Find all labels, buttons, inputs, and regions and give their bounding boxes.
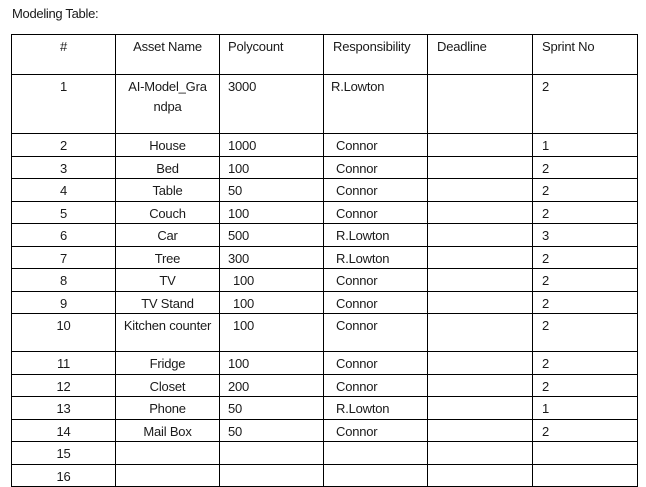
cell-polycount: 100 <box>220 269 324 292</box>
cell-sprint-no <box>533 442 638 465</box>
cell-polycount: 100 <box>220 201 324 224</box>
cell-polycount: 1000 <box>220 134 324 157</box>
table-row <box>12 374 638 397</box>
cell-asset-name <box>116 464 220 487</box>
cell-asset-name: House <box>116 134 220 157</box>
table-row <box>12 179 638 202</box>
cell-number: 12 <box>12 374 116 397</box>
cell-number: 11 <box>12 352 116 375</box>
cell-deadline <box>428 352 533 375</box>
cell-polycount: 50 <box>220 179 324 202</box>
cell-sprint-no <box>533 464 638 487</box>
cell-number: 16 <box>12 464 116 487</box>
table-row <box>12 156 638 179</box>
cell-sprint-no: 1 <box>533 134 638 157</box>
cell-asset-name: Kitchen counter <box>116 314 220 352</box>
header-polycount: Polycount <box>220 35 324 75</box>
cell-polycount: 3000 <box>220 75 324 134</box>
cell-asset-name: AI-Model_Grandpa <box>116 75 220 134</box>
cell-responsibility: Connor <box>324 374 428 397</box>
cell-number: 6 <box>12 224 116 247</box>
cell-polycount: 300 <box>220 246 324 269</box>
cell-sprint-no: 2 <box>533 75 638 134</box>
cell-responsibility: Connor <box>324 179 428 202</box>
cell-polycount: 50 <box>220 419 324 442</box>
cell-deadline <box>428 156 533 179</box>
cell-responsibility: R.Lowton <box>324 75 428 134</box>
cell-responsibility: Connor <box>324 134 428 157</box>
cell-responsibility <box>324 464 428 487</box>
cell-number: 8 <box>12 269 116 292</box>
cell-sprint-no: 1 <box>533 397 638 420</box>
cell-deadline <box>428 464 533 487</box>
cell-number: 14 <box>12 419 116 442</box>
document-title: Modeling Table: <box>12 6 99 21</box>
cell-polycount: 50 <box>220 397 324 420</box>
table-row <box>12 464 638 487</box>
cell-responsibility: Connor <box>324 156 428 179</box>
table-row <box>12 352 638 375</box>
cell-deadline <box>428 246 533 269</box>
cell-deadline <box>428 291 533 314</box>
cell-number: 15 <box>12 442 116 465</box>
cell-deadline <box>428 224 533 247</box>
cell-deadline <box>428 75 533 134</box>
cell-asset-name: Car <box>116 224 220 247</box>
cell-number: 3 <box>12 156 116 179</box>
cell-responsibility: Connor <box>324 352 428 375</box>
header-asset-name: Asset Name <box>116 35 220 75</box>
cell-deadline <box>428 269 533 292</box>
cell-polycount: 200 <box>220 374 324 397</box>
cell-number: 2 <box>12 134 116 157</box>
cell-responsibility: R.Lowton <box>324 224 428 247</box>
header-sprint-no: Sprint No <box>533 35 638 75</box>
cell-number: 9 <box>12 291 116 314</box>
table-row <box>12 269 638 292</box>
cell-deadline <box>428 179 533 202</box>
cell-deadline <box>428 397 533 420</box>
cell-sprint-no: 2 <box>533 269 638 292</box>
table-row <box>12 314 638 352</box>
cell-asset-name: TV Stand <box>116 291 220 314</box>
table-row <box>12 75 638 134</box>
table-row <box>12 201 638 224</box>
header-deadline: Deadline <box>428 35 533 75</box>
cell-polycount: 100 <box>220 156 324 179</box>
cell-deadline <box>428 134 533 157</box>
cell-responsibility <box>324 442 428 465</box>
cell-responsibility: Connor <box>324 269 428 292</box>
cell-number: 5 <box>12 201 116 224</box>
cell-responsibility: Connor <box>324 291 428 314</box>
table-row <box>12 291 638 314</box>
cell-sprint-no: 3 <box>533 224 638 247</box>
cell-number: 13 <box>12 397 116 420</box>
cell-sprint-no: 2 <box>533 201 638 224</box>
cell-polycount: 100 <box>220 291 324 314</box>
header-number: # <box>12 35 116 75</box>
cell-asset-name <box>116 442 220 465</box>
cell-polycount <box>220 442 324 465</box>
cell-asset-name: Tree <box>116 246 220 269</box>
table-row <box>12 224 638 247</box>
cell-sprint-no: 2 <box>533 291 638 314</box>
cell-sprint-no: 2 <box>533 179 638 202</box>
table-row <box>12 397 638 420</box>
table-row <box>12 246 638 269</box>
cell-asset-name: TV <box>116 269 220 292</box>
cell-sprint-no: 2 <box>533 374 638 397</box>
cell-deadline <box>428 419 533 442</box>
cell-responsibility: Connor <box>324 201 428 224</box>
cell-asset-name: Table <box>116 179 220 202</box>
table-header-row <box>12 35 638 75</box>
cell-polycount: 100 <box>220 352 324 375</box>
cell-responsibility: Connor <box>324 314 428 352</box>
cell-asset-name: Couch <box>116 201 220 224</box>
table-row <box>12 134 638 157</box>
cell-number: 10 <box>12 314 116 352</box>
cell-polycount <box>220 464 324 487</box>
cell-asset-name: Fridge <box>116 352 220 375</box>
cell-number: 1 <box>12 75 116 134</box>
cell-sprint-no: 2 <box>533 419 638 442</box>
cell-asset-name: Closet <box>116 374 220 397</box>
table-row <box>12 442 638 465</box>
cell-asset-name: Bed <box>116 156 220 179</box>
cell-deadline <box>428 314 533 352</box>
header-responsibility: Responsibility <box>324 35 428 75</box>
cell-asset-name: Mail Box <box>116 419 220 442</box>
cell-deadline <box>428 442 533 465</box>
cell-deadline <box>428 201 533 224</box>
cell-number: 4 <box>12 179 116 202</box>
table-row <box>12 419 638 442</box>
cell-responsibility: R.Lowton <box>324 246 428 269</box>
cell-sprint-no: 2 <box>533 352 638 375</box>
cell-responsibility: R.Lowton <box>324 397 428 420</box>
cell-sprint-no: 2 <box>533 156 638 179</box>
cell-polycount: 500 <box>220 224 324 247</box>
cell-number: 7 <box>12 246 116 269</box>
cell-sprint-no: 2 <box>533 314 638 352</box>
modeling-table <box>11 34 638 487</box>
cell-deadline <box>428 374 533 397</box>
cell-responsibility: Connor <box>324 419 428 442</box>
cell-asset-name: Phone <box>116 397 220 420</box>
cell-sprint-no: 2 <box>533 246 638 269</box>
cell-polycount: 100 <box>220 314 324 352</box>
